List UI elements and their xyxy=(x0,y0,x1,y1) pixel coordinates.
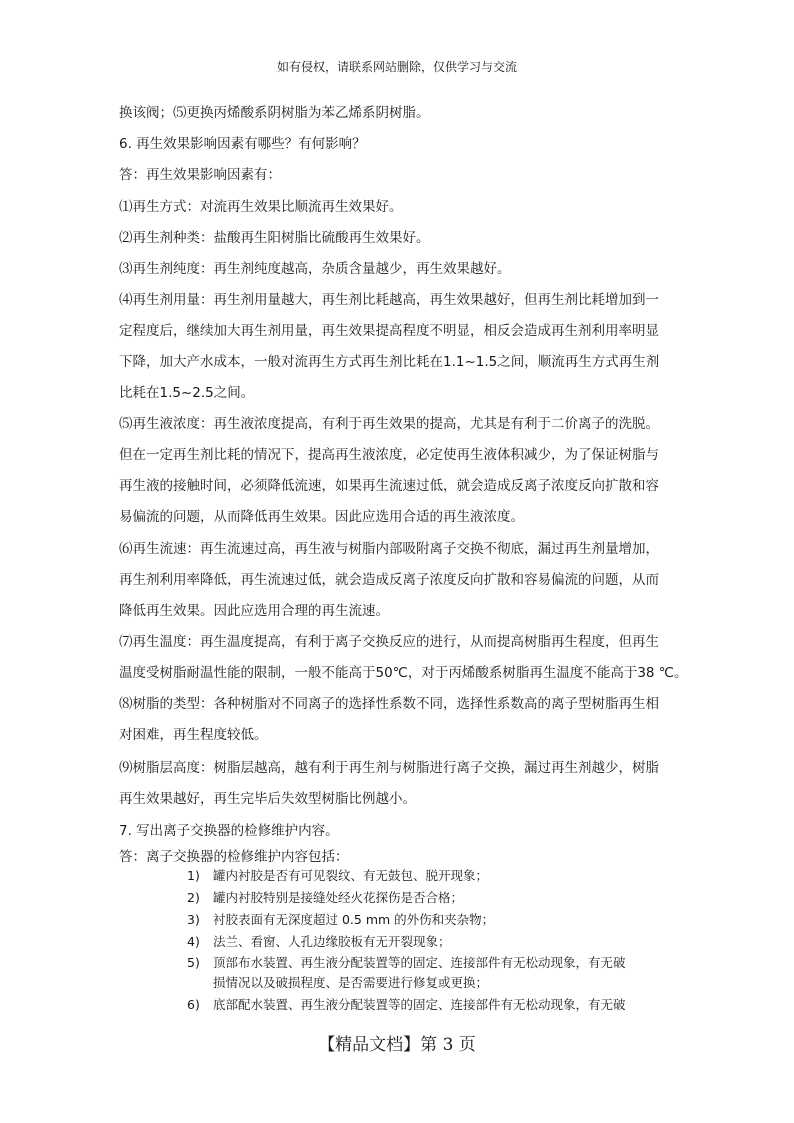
body-line: 温度受树脂耐温性能的限制，一般不能高于50℃，对于丙烯酸系树脂再生温度不能高于38 ℃。 xyxy=(119,665,688,681)
list-item-text: 罐内衬胶是否有可见裂纹、有无鼓包、脱开现象； xyxy=(213,868,489,883)
list-item-number: 1) xyxy=(187,868,200,883)
body-line: ⑷再生剂用量：再生剂用量越大，再生剂比耗越高，再生效果越好，但再生剂比耗增加到一 xyxy=(119,292,659,308)
page-footer: 【精品文档】第 3 页 xyxy=(318,1035,476,1055)
list-item-continuation: 损情况以及破损程度、是否需要进行修复或更换； xyxy=(213,975,489,990)
body-line: 再生液的接触时间，必须降低流速，如果再生流速过低，就会造成反离子浓度反向扩散和容 xyxy=(119,478,659,494)
list-item-number: 2) xyxy=(187,890,200,905)
body-line: 比耗在1.5~2.5之间。 xyxy=(119,385,255,401)
list-item-number: 6) xyxy=(187,997,200,1012)
body-line: 换该阀；⑸更换丙烯酸系阴树脂为苯乙烯系阴树脂。 xyxy=(119,105,430,121)
list-item-text: 罐内衬胶特别是接缝处经火花探伤是否合格； xyxy=(213,890,464,905)
body-line: 再生效果越好，再生完毕后失效型树脂比例越小。 xyxy=(119,791,416,807)
list-item xyxy=(187,955,626,971)
body-line: ⑻树脂的类型：各种树脂对不同离子的选择性系数不同，选择性系数高的离子型树脂再生相 xyxy=(119,696,659,712)
answer-6-intro: 答：再生效果影响因素有： xyxy=(119,167,281,183)
body-line: 定程度后，继续加大再生剂用量，再生效果提高程度不明显，相反会造成再生剂利用率明显 xyxy=(119,323,659,339)
body-line: 易偏流的问题，从而降低再生效果。因此应选用合适的再生液浓度。 xyxy=(119,509,524,525)
body-line: ⑶再生剂纯度：再生剂纯度越高，杂质含量越少，再生效果越好。 xyxy=(119,261,511,277)
body-line: 再生剂利用率降低，再生流速过低，就会造成反离子浓度反向扩散和容易偏流的问题，从而 xyxy=(119,572,659,588)
body-line: 但在一定再生剂比耗的情况下，提高再生液浓度，必定使再生液体积减少，为了保证树脂与 xyxy=(119,447,659,463)
body-line: ⑺再生温度：再生温度提高，有利于离子交换反应的进行，从而提高树脂再生程度，但再生 xyxy=(119,634,659,650)
list-item-text: 法兰、看窗、人孔边缘胶板有无开裂现象； xyxy=(213,934,451,949)
list-item-text: 衬胶表面有无深度超过 0.5 mm 的外伤和夹杂物； xyxy=(213,912,495,927)
body-line: ⑸再生液浓度：再生液浓度提高，有利于再生效果的提高，尤其是有利于二价离子的洗脱。 xyxy=(119,416,659,432)
body-line: 对困难，再生程度较低。 xyxy=(119,727,268,743)
body-line: ⑵再生剂种类：盐酸再生阳树脂比硫酸再生效果好。 xyxy=(119,230,430,246)
list-item-number: 4) xyxy=(187,934,200,949)
list-item xyxy=(187,890,463,906)
page-header: 如有侵权，请联系网站删除，仅供学习与交流 xyxy=(276,60,517,74)
list-item xyxy=(187,934,451,950)
body-line: 下降，加大产水成本，一般对流再生方式再生剂比耗在1.1~1.5之间，顺流再生方式再生剂 xyxy=(119,354,660,370)
question-6: 6. 再生效果影响因素有哪些？有何影响？ xyxy=(119,136,366,152)
list-item xyxy=(187,868,488,884)
list-item-number: 3) xyxy=(187,912,200,927)
list-item xyxy=(187,997,626,1013)
body-line: 降低再生效果。因此应选用合理的再生流速。 xyxy=(119,603,389,619)
list-item xyxy=(187,912,494,928)
list-item-number: 5) xyxy=(187,955,200,970)
body-line: ⑼树脂层高度：树脂层越高，越有利于再生剂与树脂进行离子交换，漏过再生剂越少，树脂 xyxy=(119,760,659,776)
question-7: 7. 写出离子交换器的检修维护内容。 xyxy=(119,823,339,839)
body-line: ⑴再生方式：对流再生效果比顺流再生效果好。 xyxy=(119,199,403,215)
answer-7-intro: 答：离子交换器的检修维护内容包括： xyxy=(119,849,349,865)
list-item-text: 底部配水装置、再生液分配装置等的固定、连接部件有无松动现象，有无破 xyxy=(213,997,626,1012)
body-line: ⑹再生流速：再生流速过高，再生液与树脂内部吸附离子交换不彻底，漏过再生剂量增加， xyxy=(119,541,659,557)
list-item-text: 顶部布水装置、再生液分配装置等的固定、连接部件有无松动现象，有无破 xyxy=(213,955,626,970)
